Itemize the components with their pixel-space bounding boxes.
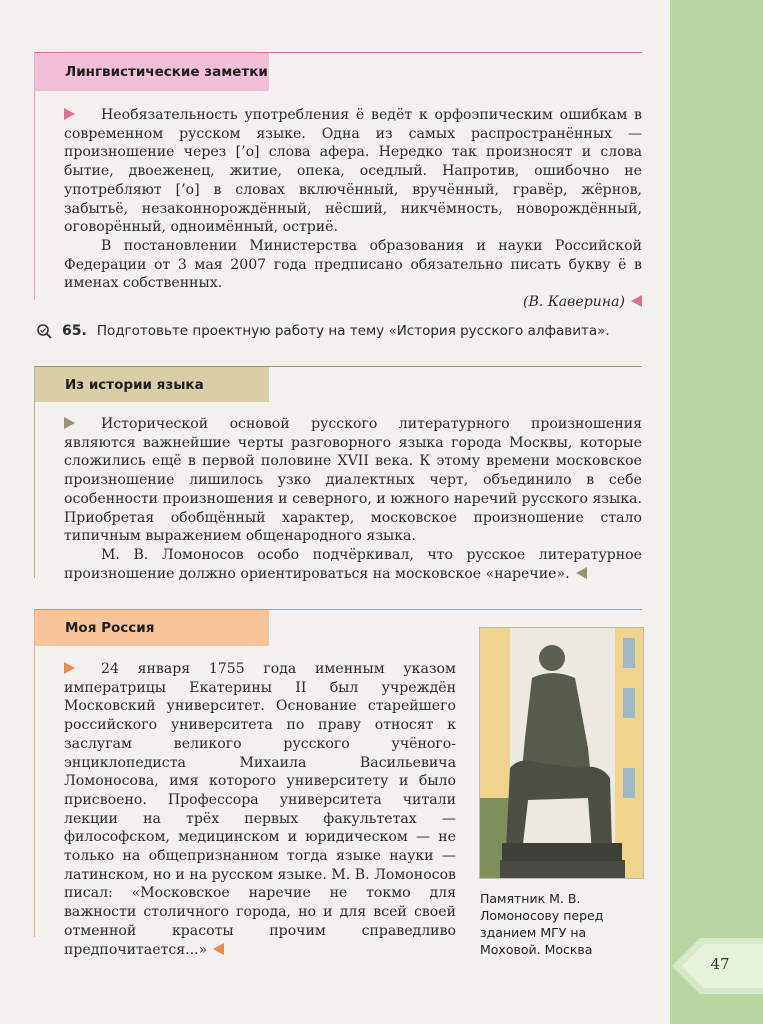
ling-para-2: В постановлении Министерства образования и науки Российской Федерации от 3 мая 2007 года предписано обязательно писать букву ё в именах собственных.: [64, 237, 642, 292]
ling-text: [64, 106, 642, 312]
end-marker-icon: [631, 295, 642, 307]
end-marker-icon: [576, 567, 587, 579]
start-marker-icon: [64, 108, 75, 120]
russia-para-1: 24 января 1755 года именным указом императрицы Екатерины II был учреждён Московский университет. Основание старейшего российского университета по праву относят к заслугам великого русского учёного-энциклопедиста Михаила Васильевича Ломоносова, имя которого университету и было присвоено. Профессора университета читали лекции на трёх первых факультетах — философском, медицинском и юридическом — не только на общепризнанном тогда языке науки — латинском, но и на русском языке. М. В. Ломоносов писал: «Московское наречие не токмо для важности столичного города, но и для всей своей отменной красоты прочим справедливо предпочитается...»: [64, 661, 456, 958]
history-text: [64, 415, 642, 583]
task-number: 65.: [62, 323, 87, 339]
page-margin-strip: [670, 0, 763, 1024]
ling-author: (В. Каверина): [523, 294, 625, 311]
russia-side-rule: [34, 609, 35, 937]
russia-title: Моя Россия: [65, 620, 155, 636]
end-marker-icon: [213, 943, 224, 955]
russia-text: [64, 660, 456, 959]
start-marker-icon: [64, 417, 75, 429]
history-para-1: Исторической основой русского литературного произношения являются важнейшие черты разговорного языка города Москвы, которые сложились ещё в первой половине XVII века. К этому времени московское произношение лишилось узко диалектных черт, объединило в себе особенности произношения и северного, и южного наречий русского языка. Приобретая обобщённый характер, московское произношение стало типичным выражением общенародного языка.: [64, 416, 642, 545]
lomonosov-monument-photo: [479, 627, 644, 879]
ling-para-1: Необязательность употребления ё ведёт к орфоэпическим ошибкам в современном русском языке. Одна из самых распространённых — произношение через [’о] слова афера. Нередко так произносят и слова бытие, двоеженец, житие, опека, оседлый. Напротив, ошибочно не употребляют [’о] в словах включённый, вручённый, гравёр, жёрнов, забытьё, незаконнорождённый, нёсший, никчёмность, новорождённый, оговорённый, одноимённый, остриё.: [64, 107, 642, 236]
task-text: Подготовьте проектную работу на тему «История русского алфавита».: [96, 323, 610, 339]
start-marker-icon: [64, 662, 75, 674]
history-header: [35, 367, 269, 402]
page-number: 47: [710, 955, 730, 973]
history-para-2: М. В. Ломоносов особо подчёркивал, что русское литературное произношение должно ориентироваться на московское «наречие».: [64, 546, 642, 582]
task-65: [36, 323, 656, 339]
photo-caption: Памятник М. В. Ломоносову перед зданием МГУ на Моховой. Москва: [480, 891, 604, 957]
ling-header: [35, 53, 269, 91]
ling-title: Лингвистические заметки: [65, 64, 268, 80]
project-magnifier-icon: [36, 323, 52, 339]
history-title: Из истории языка: [65, 376, 204, 393]
russia-header: [35, 610, 269, 646]
